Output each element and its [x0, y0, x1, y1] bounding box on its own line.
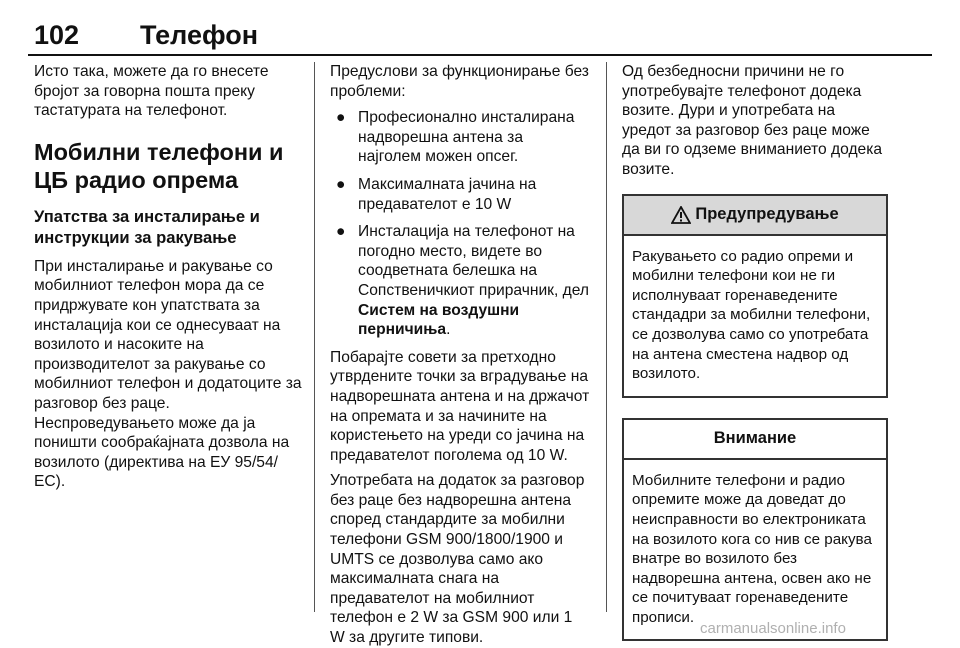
notice-box [622, 418, 888, 642]
column-left [34, 62, 302, 492]
prerequisites-paragraph: Предуслови за функционирање без проблеми: [330, 63, 589, 100]
bullet-icon: ● [336, 223, 346, 241]
prerequisites-list [330, 108, 590, 340]
list-item: ● Професионално инсталирана надворешна антена за најголем можен опсег. [336, 109, 575, 166]
notice-text: Мобилните телефони и радио опремите може да доведат до неисправности во електрониката на возилото кога со нив се ракува внатре во возилото без надворешна антена, освен ако не се почитуваат горенаведените прописи. [632, 471, 872, 626]
column-middle [330, 62, 590, 648]
warning-box [622, 194, 888, 398]
notice-header [624, 420, 886, 460]
bullet-icon: ● [336, 109, 346, 127]
list-item: ● Максималната јачина на предавателот е 10 W [336, 175, 537, 213]
warning-title: Предупредување [695, 204, 839, 223]
column-divider [606, 62, 607, 612]
antenna-advice-paragraph: Побарајте совети за претходно утврдените точки за вградување на надворешната антена и на држачот на опремата и за начините на користењето на уреди со јачина на предавателот поголема од 10 W. [330, 348, 590, 464]
page-title: Телефон [140, 20, 259, 50]
column-divider [314, 62, 315, 612]
column-right [622, 62, 888, 641]
header-rule [28, 54, 932, 56]
notice-title: Внимание [713, 428, 797, 447]
handsfree-paragraph: Употребата на додаток за разговор без раце без надворешна антена според стандардите за мобилни телефони GSM 900/1800/1900 и UMTS се дозволува само ако максималната снага на предавателот на мобилниот телефон е 2 W за GSM 900 или 1 W за другите типови. [330, 472, 585, 647]
safety-paragraph: Од безбедносни причини не го употребувајте телефонот додека возите. Дури и употребата на уредот за разговор без раце може да ви го одземе вниманието додека возите. [622, 63, 883, 178]
cross-reference: Систем на воздушни перничиња [358, 301, 520, 339]
installation-paragraph: При инсталирање и ракување со мобилниот телефон мора да се придржувате кон упатствата за инсталација кои се однесуваат на возилото и насоките на производителот за ракување со мобилниот телефон и додатоците за разговор без раце. Неспроведувањето може да ја поништи сообраќајната дозвола на возилото (директива на ЕУ 95/54/ ЕС). [34, 257, 302, 491]
section-title: Мобилни телефони и ЦБ радио опрема [34, 138, 284, 193]
warning-triangle-icon [671, 206, 691, 224]
list-item: ● Инсталација на телефонот на погодно место, видете во соодветната белешка на Сопственичкиот прирачник, дел Систем на воздушни перничиња. [336, 223, 589, 339]
page-number: 102 [34, 20, 80, 50]
subsection-title: Упатства за инсталирање и инструкции за ракување [34, 206, 260, 247]
warning-text: Ракувањето со радио опреми и мобилни телефони кои не ги исполнуваат горенаведените стандадри за мобилни телефони, се дозволува само со употребата на антена сместена надвор од возилото. [632, 247, 871, 383]
intro-paragraph: Исто така, можете да го внесете бројот за говорна пошта преку тастатурата на телефонот. [34, 63, 269, 120]
warning-header [624, 196, 886, 236]
page-header [28, 14, 932, 54]
watermark: carmanualsonline.info [700, 620, 846, 637]
bullet-icon: ● [336, 175, 346, 193]
